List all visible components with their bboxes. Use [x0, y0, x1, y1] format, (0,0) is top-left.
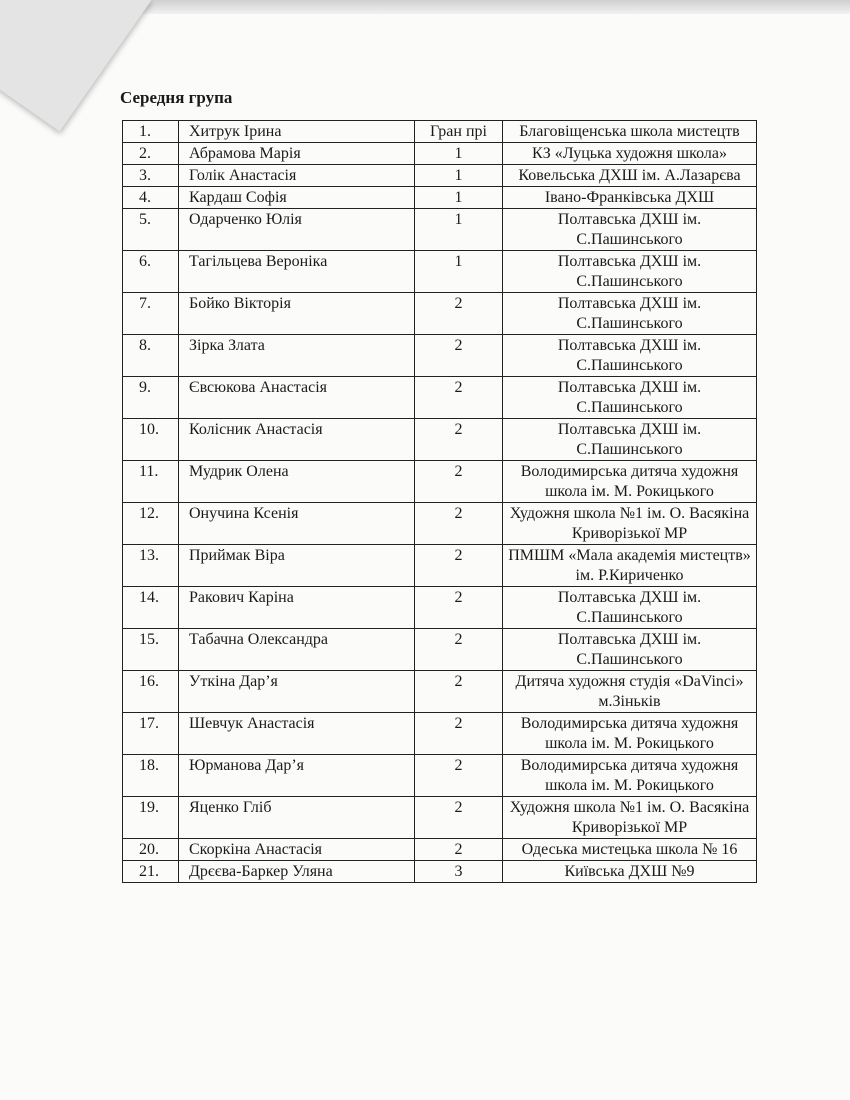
row-number: 8.	[123, 335, 179, 377]
award-grade: 2	[415, 335, 503, 377]
school-name: Полтавська ДХШ ім. С.Пашинського	[503, 251, 757, 293]
row-number: 19.	[123, 797, 179, 839]
participant-name: Дрєєва-Баркер Уляна	[179, 861, 415, 883]
table-row	[123, 861, 757, 883]
table-row	[123, 293, 757, 335]
table-row	[123, 419, 757, 461]
participant-name: Голік Анастасія	[179, 165, 415, 187]
award-grade: 2	[415, 587, 503, 629]
participant-name: Кардаш Софія	[179, 187, 415, 209]
table-row	[123, 545, 757, 587]
school-name: Благовіщенська школа мистецтв	[503, 121, 757, 143]
participant-name: Табачна Олександра	[179, 629, 415, 671]
table-body	[123, 143, 757, 883]
table-row	[123, 251, 757, 293]
school-name: Володимирська дитяча художня школа ім. М. Рокицького	[503, 755, 757, 797]
participant-name: Хитрук Ірина	[179, 121, 415, 143]
participant-name: Приймак Віра	[179, 545, 415, 587]
school-name: Київська ДХШ №9	[503, 861, 757, 883]
table-row	[123, 377, 757, 419]
award-grade: 1	[415, 165, 503, 187]
row-number: 1.	[123, 121, 179, 143]
school-name: Дитяча художня студія «DaVinci» м.Зіньків	[503, 671, 757, 713]
school-name: Івано-Франківська ДХШ	[503, 187, 757, 209]
results-table	[122, 120, 757, 883]
award-grade: 2	[415, 293, 503, 335]
row-number: 21.	[123, 861, 179, 883]
school-name: Художня школа №1 ім. О. Васякіна Криворізької МР	[503, 797, 757, 839]
table-row	[123, 755, 757, 797]
folded-page-corner	[0, 0, 151, 131]
row-number: 14.	[123, 587, 179, 629]
award-grade: 2	[415, 545, 503, 587]
table-row	[123, 461, 757, 503]
award-grade: 1	[415, 143, 503, 165]
school-name: Художня школа №1 ім. О. Васякіна Криворізької МР	[503, 503, 757, 545]
row-number: 7.	[123, 293, 179, 335]
table-row	[123, 839, 757, 861]
award-grade: 2	[415, 461, 503, 503]
table-row	[123, 713, 757, 755]
school-name: Полтавська ДХШ ім. С.Пашинського	[503, 629, 757, 671]
row-number: 20.	[123, 839, 179, 861]
participant-name: Шевчук Анастасія	[179, 713, 415, 755]
participant-name: Колісник Анастасія	[179, 419, 415, 461]
participant-name: Ракович Каріна	[179, 587, 415, 629]
award-grade: 1	[415, 209, 503, 251]
award-grade: Гран прі	[415, 121, 503, 143]
school-name: Полтавська ДХШ ім. С.Пашинського	[503, 209, 757, 251]
table-row	[123, 165, 757, 187]
school-name: Полтавська ДХШ ім. С.Пашинського	[503, 377, 757, 419]
row-number: 11.	[123, 461, 179, 503]
school-name: ПМШМ «Мала академія мистецтв» ім. Р.Кириченко	[503, 545, 757, 587]
award-grade: 2	[415, 755, 503, 797]
table-row	[123, 121, 757, 143]
award-grade: 2	[415, 629, 503, 671]
row-number: 16.	[123, 671, 179, 713]
school-name: Одеська мистецька школа № 16	[503, 839, 757, 861]
award-grade: 2	[415, 713, 503, 755]
participant-name: Уткіна Дар’я	[179, 671, 415, 713]
participant-name: Зірка Злата	[179, 335, 415, 377]
row-number: 10.	[123, 419, 179, 461]
table-row	[123, 671, 757, 713]
participant-name: Юрманова Дар’я	[179, 755, 415, 797]
row-number: 9.	[123, 377, 179, 419]
table-row	[123, 629, 757, 671]
table-row	[123, 187, 757, 209]
school-name: Полтавська ДХШ ім. С.Пашинського	[503, 419, 757, 461]
row-number: 13.	[123, 545, 179, 587]
row-number: 6.	[123, 251, 179, 293]
participant-name: Тагільцева Вероніка	[179, 251, 415, 293]
table-row	[123, 143, 757, 165]
table-row	[123, 209, 757, 251]
row-number: 5.	[123, 209, 179, 251]
school-name: Полтавська ДХШ ім. С.Пашинського	[503, 293, 757, 335]
school-name: Володимирська дитяча художня школа ім. М. Рокицького	[503, 461, 757, 503]
table-row	[123, 503, 757, 545]
participant-name: Скоркіна Анастасія	[179, 839, 415, 861]
row-number: 12.	[123, 503, 179, 545]
school-name: Ковельська ДХШ ім. А.Лазарєва	[503, 165, 757, 187]
school-name: Володимирська дитяча художня школа ім. М. Рокицького	[503, 713, 757, 755]
participant-name: Абрамова Марія	[179, 143, 415, 165]
table-row	[123, 335, 757, 377]
row-number: 2.	[123, 143, 179, 165]
participant-name: Яценко Гліб	[179, 797, 415, 839]
section-title: Середня група	[120, 88, 233, 107]
school-name: Полтавська ДХШ ім. С.Пашинського	[503, 587, 757, 629]
participant-name: Євсюкова Анастасія	[179, 377, 415, 419]
award-grade: 2	[415, 839, 503, 861]
table-row	[123, 587, 757, 629]
school-name: КЗ «Луцька художня школа»	[503, 143, 757, 165]
award-grade: 2	[415, 503, 503, 545]
participant-name: Бойко Вікторія	[179, 293, 415, 335]
award-grade: 2	[415, 377, 503, 419]
participant-name: Мудрик Олена	[179, 461, 415, 503]
row-number: 15.	[123, 629, 179, 671]
school-name: Полтавська ДХШ ім. С.Пашинського	[503, 335, 757, 377]
award-grade: 1	[415, 251, 503, 293]
row-number: 4.	[123, 187, 179, 209]
row-number: 17.	[123, 713, 179, 755]
award-grade: 2	[415, 797, 503, 839]
award-grade: 2	[415, 671, 503, 713]
row-number: 18.	[123, 755, 179, 797]
row-number: 3.	[123, 165, 179, 187]
participant-name: Онучина Ксенія	[179, 503, 415, 545]
table-row	[123, 797, 757, 839]
award-grade: 1	[415, 187, 503, 209]
award-grade: 3	[415, 861, 503, 883]
participant-name: Одарченко Юлія	[179, 209, 415, 251]
award-grade: 2	[415, 419, 503, 461]
